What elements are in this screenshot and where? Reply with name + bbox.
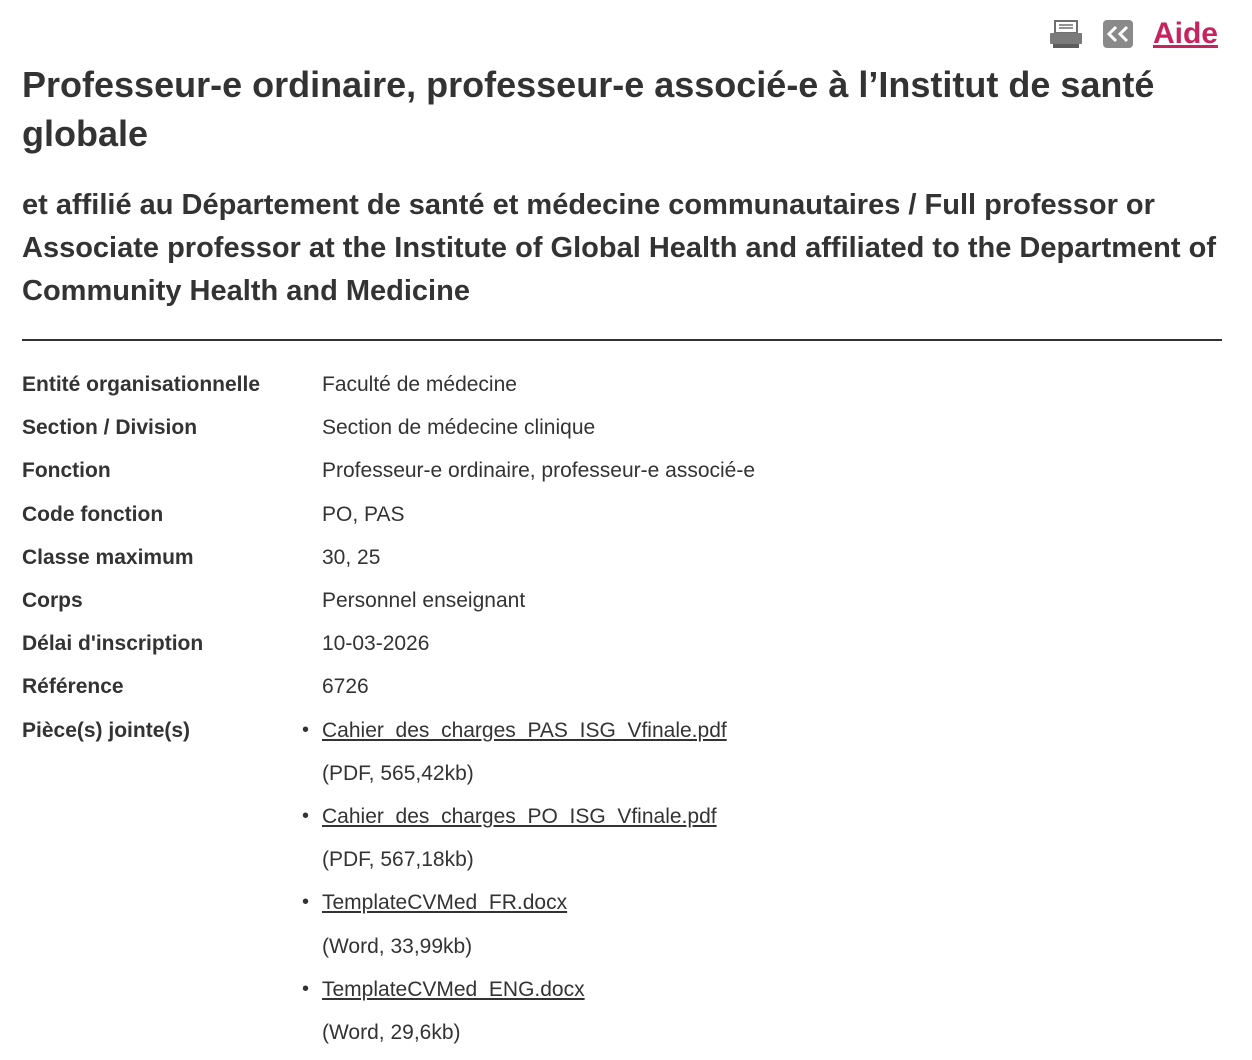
detail-row-function — [22, 449, 1222, 492]
attachments-list-wrapper — [302, 709, 727, 1055]
page-toolbar — [1049, 14, 1218, 54]
job-posting — [22, 60, 1222, 1054]
detail-value: Faculté de médecine — [322, 373, 517, 396]
bullet-icon: • — [302, 805, 310, 828]
detail-label: Référence — [22, 675, 124, 699]
detail-row-deadline — [22, 622, 1222, 665]
attachment-item — [302, 795, 727, 881]
attachment-link[interactable]: TemplateCVMed_FR.docx — [322, 891, 568, 915]
detail-row-function-code — [22, 493, 1222, 536]
detail-value: 30, 25 — [322, 545, 381, 569]
bullet-icon: • — [302, 891, 310, 914]
detail-row-section — [22, 406, 1222, 449]
detail-value: PO, PAS — [322, 502, 405, 526]
attachment-meta: (PDF, 565,42kb) — [322, 761, 474, 785]
detail-value: Personnel enseignant — [322, 589, 526, 613]
page-title: Professeur-e ordinaire, professeur-e associé-e à l’Institut de santé globale — [22, 64, 1155, 154]
details-table — [22, 363, 1222, 1054]
detail-value: Section de médecine clinique — [322, 416, 596, 440]
title-divider — [22, 339, 1222, 341]
detail-label: Code fonction — [22, 502, 164, 526]
attachment-link[interactable]: Cahier_des_charges_PO_ISG_Vfinale.pdf — [322, 805, 717, 829]
attachment-meta: (Word, 29,6kb) — [322, 1021, 461, 1045]
attachment-item — [302, 881, 727, 967]
detail-label: Fonction — [22, 459, 111, 483]
attachment-item — [302, 709, 727, 795]
detail-value: 10-03-2026 — [322, 632, 430, 656]
page-subtitle: et affilié au Département de santé et médecine communautaires / Full professor or Associate professor at the Institute of Global Health and affiliated to the Department of Community Health and Medicine — [22, 189, 1216, 307]
detail-label: Délai d'inscription — [22, 632, 204, 656]
bullet-icon: • — [302, 718, 310, 741]
share-icon[interactable] — [1101, 19, 1135, 49]
detail-row-reference — [22, 665, 1222, 708]
detail-label: Entité organisationnelle — [22, 373, 261, 396]
detail-value: Professeur-e ordinaire, professeur-e associé-e — [322, 459, 756, 483]
detail-label: Section / Division — [22, 416, 198, 440]
detail-row-body — [22, 579, 1222, 622]
attachment-link[interactable]: TemplateCVMed_ENG.docx — [322, 977, 585, 1001]
detail-label: Pièce(s) jointe(s) — [22, 718, 191, 742]
attachment-meta: (Word, 33,99kb) — [322, 934, 473, 958]
bullet-icon: • — [302, 977, 310, 1000]
detail-row-max-class — [22, 536, 1222, 579]
detail-value: 6726 — [322, 675, 369, 699]
attachments-list — [302, 709, 727, 1055]
detail-row-attachments — [22, 709, 1222, 1055]
attachment-item — [302, 968, 727, 1054]
detail-label: Classe maximum — [22, 545, 194, 569]
attachment-meta: (PDF, 567,18kb) — [322, 848, 474, 872]
detail-label: Corps — [22, 589, 83, 613]
printer-icon[interactable] — [1049, 19, 1083, 49]
detail-row-entity — [22, 363, 1222, 406]
help-link[interactable]: Aide — [1152, 17, 1218, 50]
attachment-link[interactable]: Cahier_des_charges_PAS_ISG_Vfinale.pdf — [322, 718, 727, 742]
